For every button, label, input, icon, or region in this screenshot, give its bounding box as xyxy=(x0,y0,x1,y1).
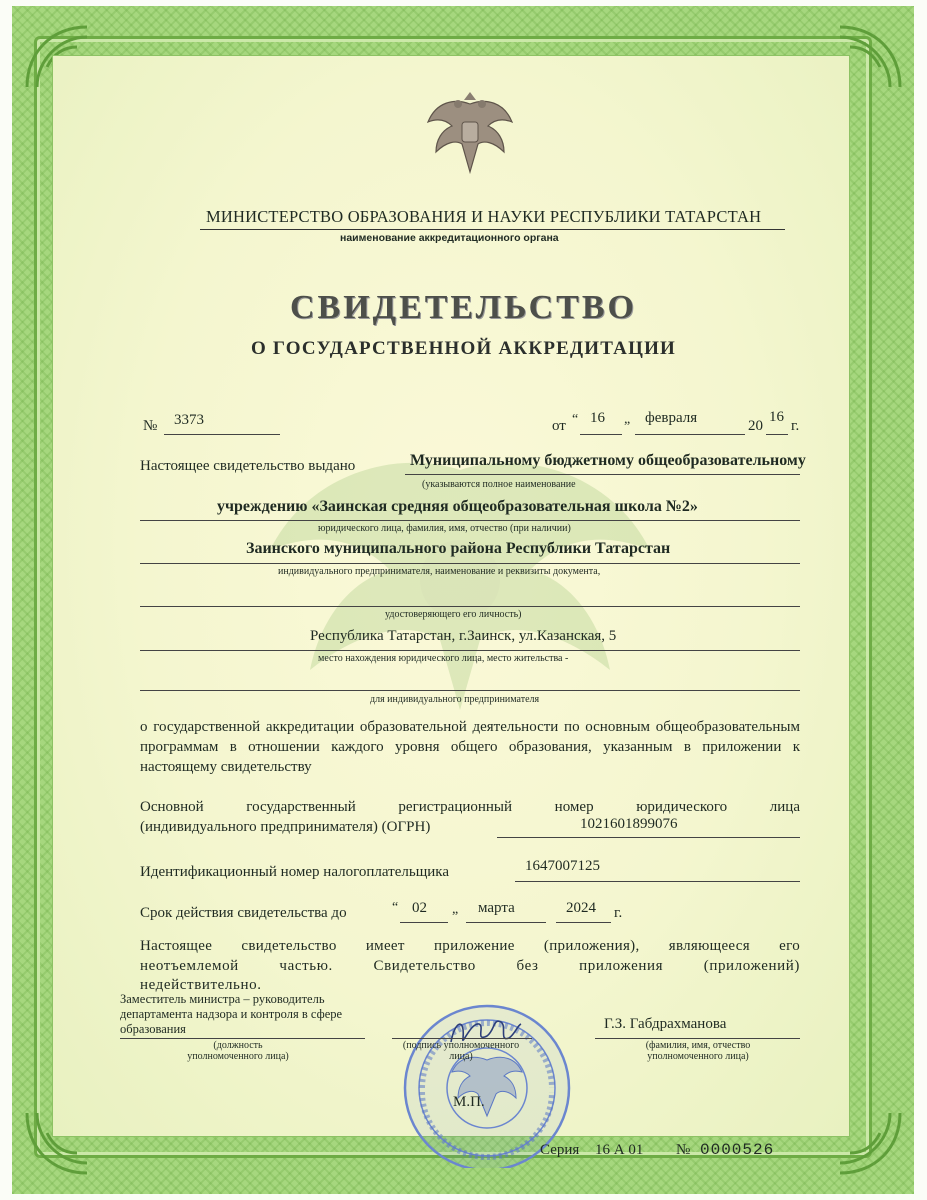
issued-label: Настоящее свидетельство выдано xyxy=(140,458,356,474)
org-line3-underline xyxy=(140,563,800,564)
blank-line-1 xyxy=(140,606,800,607)
validity-day-underline xyxy=(400,922,448,923)
validity-month: марта xyxy=(478,900,515,916)
validity-close-quote: „ xyxy=(452,902,459,917)
position-underline xyxy=(120,1038,365,1039)
open-quote: “ xyxy=(572,412,579,427)
serial-label: № xyxy=(676,1142,691,1158)
appendix-line1: Настоящее свидетельство имеет приложение (приложения), являющееся его xyxy=(140,938,800,954)
ogrn-label-line1: Основной государственный регистрационный номер юридического лица xyxy=(140,799,800,815)
validity-open-quote: “ xyxy=(392,900,399,915)
caption-location: место нахождения юридического лица, место жительства - xyxy=(318,653,569,664)
caption-identity: удостоверяющего его личность) xyxy=(385,609,522,620)
validity-year: 2024 xyxy=(566,900,596,916)
date-from-label: от xyxy=(552,418,566,434)
document-title: СВИДЕТЕЛЬСТВО xyxy=(290,289,637,326)
appendix-line3: недействительно. xyxy=(140,977,262,993)
signer-name: Г.З. Габдрахманова xyxy=(604,1016,727,1032)
caption-signature: (подпись уполномоченного лица) xyxy=(402,1040,520,1062)
inn-value: 1647007125 xyxy=(525,858,600,874)
date-year-prefix: 20 xyxy=(748,418,763,434)
caption-entrepreneur-2: для индивидуального предпринимателя xyxy=(370,694,540,705)
address-value: Республика Татарстан, г.Заинск, ул.Казанская, 5 xyxy=(310,628,617,644)
date-month-underline xyxy=(635,434,745,435)
serial-value: 0000526 xyxy=(700,1141,775,1159)
ogrn-label-line2: (индивидуального предпринимателя) (ОГРН) xyxy=(140,819,431,835)
series-label: Серия xyxy=(540,1142,580,1158)
org-line1-underline xyxy=(405,474,800,475)
document-subtitle: О ГОСУДАРСТВЕННОЙ АККРЕДИТАЦИИ xyxy=(250,338,677,359)
blank-line-2 xyxy=(140,690,800,691)
org-name-line1: Муниципальному бюджетному общеобразовательному xyxy=(410,452,806,469)
validity-day: 02 xyxy=(412,900,427,916)
date-year-suffix: 16 xyxy=(769,409,784,425)
series-value: 16 А 01 xyxy=(595,1142,644,1158)
close-quote: „ xyxy=(624,412,631,427)
caption-entrepreneur: индивидуального предпринимателя, наименование и реквизиты документа, xyxy=(278,566,601,577)
signer-position: Заместитель министра – руководитель департамента надзора и контроля в сфере образования xyxy=(120,992,343,1036)
caption-name: (фамилия, имя, отчество уполномоченного лица) xyxy=(645,1040,751,1062)
date-month: февраля xyxy=(645,410,698,426)
purpose-paragraph: о государственной аккредитации образовательной деятельности по основным общеобразовательным программам в отношении каждого уровня общего образования, указанным в приложении к настоящему свидетельству xyxy=(140,719,800,775)
org-name-line3: Заинского муниципального района Республики Татарстан xyxy=(246,540,671,557)
date-day-underline xyxy=(580,434,622,435)
caption-full-name: (указываются полное наименование xyxy=(422,479,576,490)
caption-legal-entity: юридического лица, фамилия, имя, отчество (при наличии) xyxy=(318,523,571,534)
validity-label: Срок действия свидетельства до xyxy=(140,905,347,921)
authority-underline xyxy=(200,229,785,230)
date-year-underline xyxy=(766,434,788,435)
ogrn-underline xyxy=(497,837,800,838)
signature-underline xyxy=(392,1038,532,1039)
address-underline xyxy=(140,650,800,651)
appendix-line2: неотъемлемой частью. Свидетельство без приложения (приложений) xyxy=(140,958,800,974)
stamp-place-label: М.П. xyxy=(453,1094,485,1110)
inn-underline xyxy=(515,881,800,882)
name-underline xyxy=(595,1038,800,1039)
date-suffix: г. xyxy=(791,418,800,434)
org-line2-underline xyxy=(140,520,800,521)
caption-position: (должность уполномоченного лица) xyxy=(187,1040,289,1062)
number-underline xyxy=(164,434,280,435)
inn-label: Идентификационный номер налогоплательщика xyxy=(140,864,450,880)
eagle-watermark-icon xyxy=(250,430,670,730)
org-name-line2: учреждению «Заинская средняя общеобразовательная школа №2» xyxy=(217,498,698,515)
validity-month-underline xyxy=(466,922,546,923)
coat-of-arms-icon xyxy=(424,82,516,178)
authority-caption: наименование аккредитационного органа xyxy=(340,232,559,244)
date-day: 16 xyxy=(590,410,605,426)
number-value: 3373 xyxy=(174,412,204,428)
ogrn-value: 1021601899076 xyxy=(580,816,678,832)
authority-name: МИНИСТЕРСТВО ОБРАЗОВАНИЯ И НАУКИ РЕСПУБЛИКИ ТАТАРСТАН xyxy=(206,207,762,226)
validity-suffix: г. xyxy=(614,905,623,921)
validity-year-underline xyxy=(556,922,611,923)
number-label: № xyxy=(143,418,158,434)
